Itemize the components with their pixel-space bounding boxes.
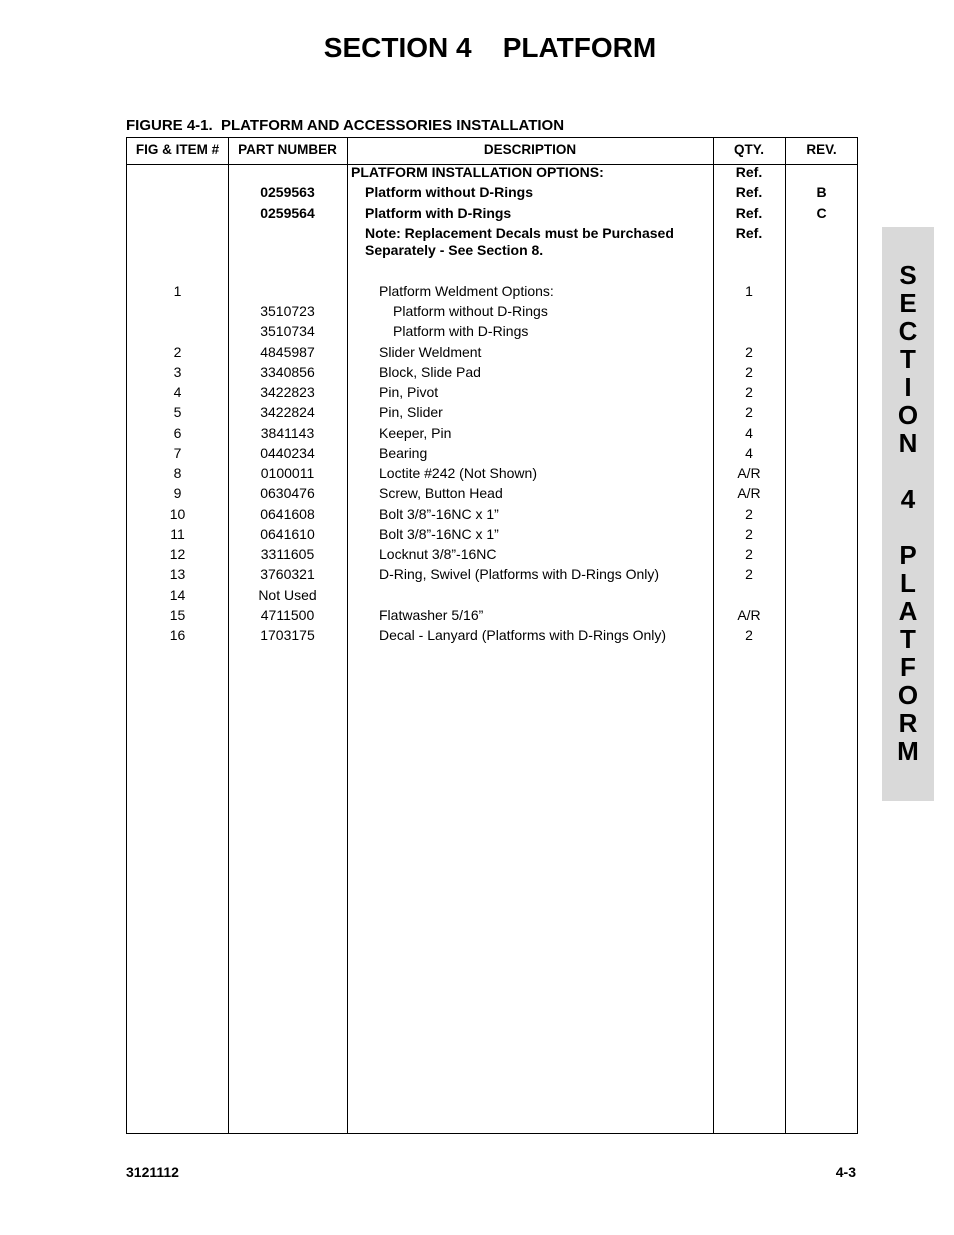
row-part-number: 0100011: [260, 465, 315, 481]
row-fig-item: 13: [169, 566, 186, 582]
row-fig-item: 12: [169, 546, 186, 562]
row-description: Loctite #242 (Not Shown): [379, 465, 537, 481]
row-part-number: 3340856: [260, 364, 315, 380]
side-tab-letter: M: [897, 736, 919, 766]
side-tab-letter: A: [898, 596, 918, 626]
row-part-number: 3422824: [260, 404, 315, 420]
row-fig-item: 9: [173, 485, 182, 501]
row-qty: 2: [745, 506, 753, 522]
row-description: Platform with D-Rings: [365, 205, 512, 221]
row-qty: A/R: [737, 465, 761, 481]
row-part-number: 0641610: [260, 526, 315, 542]
row-fig-item: 3: [173, 364, 182, 380]
row-description: Bearing: [379, 445, 428, 461]
row-rev: C: [816, 205, 827, 221]
row-part-number: 4845987: [260, 344, 315, 360]
side-tab-letter: O: [897, 680, 919, 710]
row-qty: A/R: [737, 607, 761, 623]
row-description: Platform with D-Rings: [393, 323, 529, 339]
row-description: Slider Weldment: [379, 344, 482, 360]
row-description: Screw, Button Head: [379, 485, 503, 501]
row-part-number: 3841143: [260, 425, 315, 441]
row-qty: 2: [745, 384, 753, 400]
side-tab-letter: [882, 513, 934, 541]
row-qty: Ref.: [735, 164, 763, 180]
row-description: Flatwasher 5/16”: [379, 607, 484, 623]
row-qty: 2: [745, 566, 753, 582]
row-fig-item: 6: [173, 425, 182, 441]
row-description: Platform without D-Rings: [393, 303, 548, 319]
header-description: DESCRIPTION: [483, 142, 577, 157]
parts-table: [126, 137, 858, 1134]
header-qty: QTY.: [733, 142, 764, 157]
row-fig-item: 16: [169, 627, 186, 643]
row-part-number: 0641608: [260, 506, 315, 522]
document-number: 3121112: [126, 1164, 179, 1180]
side-tab-letter: R: [898, 708, 918, 738]
row-description: Keeper, Pin: [379, 425, 452, 441]
row-qty: Ref.: [735, 205, 763, 221]
row-part-number: 0259563: [260, 184, 315, 200]
side-tab-letter: S: [899, 260, 917, 290]
row-fig-item: 1: [173, 283, 182, 299]
side-tab-letter: P: [899, 540, 917, 570]
side-tab-letter: T: [900, 344, 916, 374]
row-qty: 2: [745, 526, 753, 542]
row-qty: 4: [745, 425, 753, 441]
side-tab-letter: F: [900, 652, 916, 682]
row-qty: 2: [745, 344, 753, 360]
figure-title: FIGURE 4-1. PLATFORM AND ACCESSORIES INSTALLATION: [126, 117, 565, 134]
row-qty: 1: [745, 283, 753, 299]
section-title: SECTION 4 PLATFORM: [323, 32, 657, 63]
side-tab-letter: C: [898, 316, 918, 346]
side-tab-label: [882, 261, 934, 765]
row-description: Platform without D-Rings: [365, 184, 533, 200]
side-tab-letter: L: [900, 568, 916, 598]
row-fig-item: 8: [173, 465, 182, 481]
row-fig-item: 5: [173, 404, 182, 420]
side-tab-letter: E: [899, 288, 917, 318]
row-part-number: 3760321: [260, 566, 315, 582]
row-qty: 2: [745, 404, 753, 420]
row-qty: A/R: [737, 485, 761, 501]
row-fig-item: 2: [173, 344, 182, 360]
row-part-number: 3311605: [260, 546, 315, 562]
side-tab-letter: T: [900, 624, 916, 654]
header-rev: REV.: [806, 142, 837, 157]
row-qty: 4: [745, 445, 753, 461]
header-fig-item: FIG & ITEM #: [135, 142, 220, 157]
row-qty: Ref.: [735, 225, 763, 241]
row-description: Locknut 3/8”-16NC: [379, 546, 497, 562]
row-part-number: 4711500: [260, 607, 315, 623]
row-part-number: 3510734: [260, 323, 315, 339]
row-part-number: 0440234: [260, 445, 315, 461]
row-fig-item: 7: [173, 445, 182, 461]
row-part-number: Not Used: [258, 587, 317, 603]
column-divider: [347, 138, 348, 1133]
row-description: Bolt 3/8”-16NC x 1”: [379, 526, 499, 542]
row-qty: Ref.: [735, 184, 763, 200]
row-description: Note: Replacement Decals must be Purchased Separately - See Section 8.: [365, 225, 674, 258]
section-side-tab: [882, 227, 934, 801]
row-fig-item: 14: [169, 587, 186, 603]
side-tab-letter: O: [897, 400, 919, 430]
row-description: Block, Slide Pad: [379, 364, 481, 380]
side-tab-letter: I: [904, 372, 912, 402]
row-description: Pin, Pivot: [379, 384, 439, 400]
row-part-number: 0259564: [260, 205, 315, 221]
row-part-number: 0630476: [260, 485, 315, 501]
row-qty: 2: [745, 546, 753, 562]
header-part-number: PART NUMBER: [238, 142, 337, 157]
column-divider: [785, 138, 786, 1133]
row-qty: 2: [745, 364, 753, 380]
row-part-number: 1703175: [260, 627, 315, 643]
row-qty: 2: [745, 627, 753, 643]
side-tab-letter: N: [898, 428, 918, 458]
row-fig-item: 15: [169, 607, 186, 623]
side-tab-letter: [882, 457, 934, 485]
row-part-number: 3510723: [260, 303, 315, 319]
row-description: Pin, Slider: [379, 404, 443, 420]
row-description: PLATFORM INSTALLATION OPTIONS:: [351, 164, 604, 180]
row-part-number: 3422823: [260, 384, 315, 400]
page-number: 4-3: [835, 1164, 856, 1180]
row-fig-item: 11: [170, 526, 185, 542]
row-description: D-Ring, Swivel (Platforms with D-Rings Only): [379, 566, 660, 582]
row-description: Decal - Lanyard (Platforms with D-Rings Only): [379, 627, 667, 643]
row-description: Platform Weldment Options:: [379, 283, 554, 299]
side-tab-letter: 4: [900, 484, 916, 514]
row-rev: B: [816, 184, 827, 200]
row-fig-item: 10: [169, 506, 186, 522]
row-fig-item: 4: [173, 384, 182, 400]
row-description: Bolt 3/8”-16NC x 1”: [379, 506, 499, 522]
